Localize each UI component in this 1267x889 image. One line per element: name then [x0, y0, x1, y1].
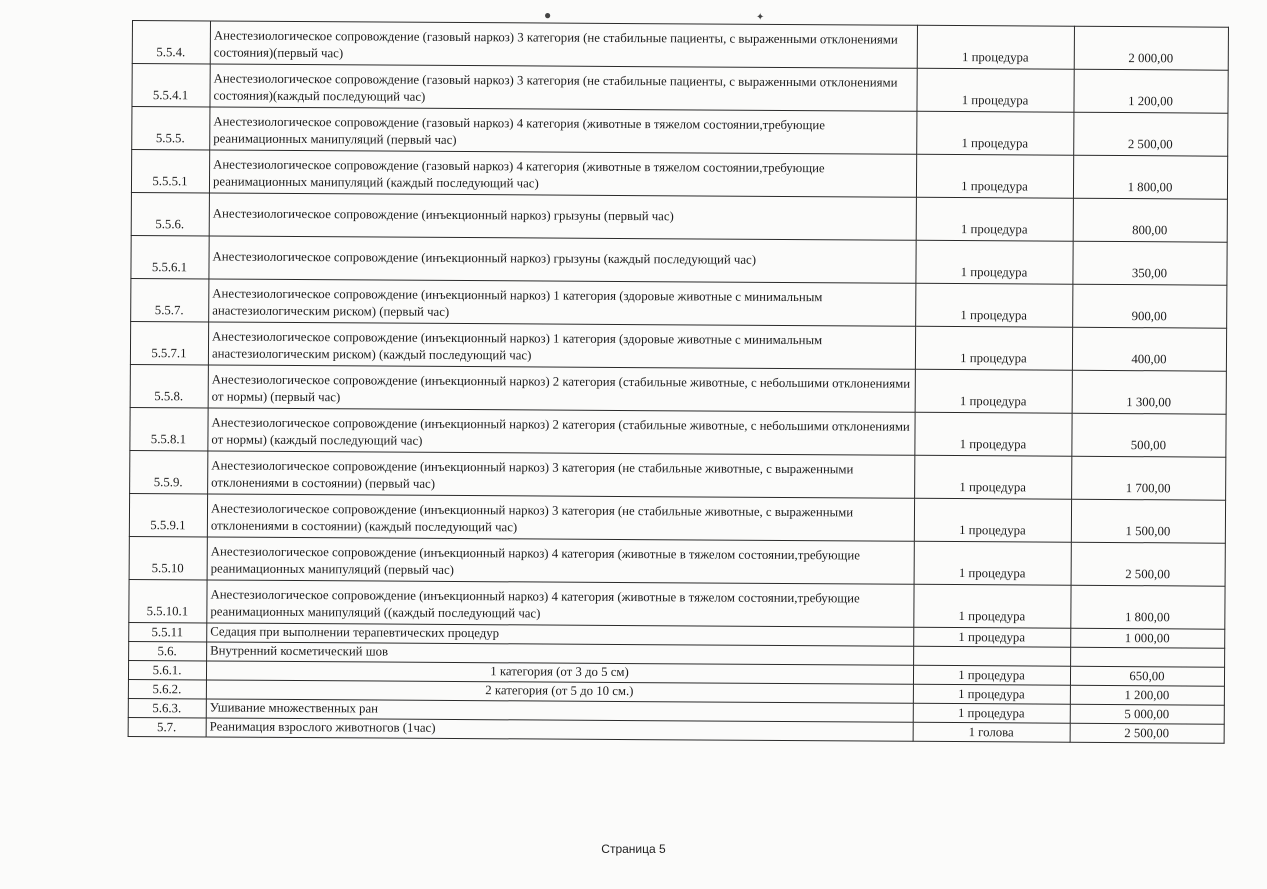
- service-code: 5.7.: [128, 717, 206, 736]
- service-code: 5.6.1.: [128, 660, 206, 679]
- service-unit: 1 процедура: [913, 684, 1070, 704]
- service-code: 5.5.4.: [132, 21, 210, 64]
- table-row: [130, 407, 1226, 457]
- service-code: 5.5.8.: [130, 364, 208, 407]
- service-name: 2 категория (от 5 до 10 см.): [206, 680, 913, 703]
- service-unit: 1 процедура: [915, 412, 1072, 456]
- service-code: 5.6.: [129, 641, 207, 660]
- service-unit: 1 голова: [913, 722, 1070, 742]
- service-code: 5.5.7.1: [130, 321, 208, 364]
- table-row: [129, 579, 1225, 629]
- service-name: Анестезиологическое сопровождение (газовый наркоз) 3 категория (не стабильные пациенты, с выраженными отклонениями состояния)(каждый последующий час): [210, 64, 917, 111]
- table-row: [130, 450, 1226, 500]
- service-price: 2 500,00: [1074, 112, 1228, 156]
- service-name: Анестезиологическое сопровождение (инъекционный наркоз) 4 категория (животные в тяжелом состоянии,требующие реанимационных манипуляций ((каждый последующий час): [207, 580, 914, 627]
- scan-speck: ✦: [756, 12, 765, 23]
- service-code: 5.5.5.: [132, 107, 210, 150]
- service-name: Анестезиологическое сопровождение (инъекционный наркоз) 2 категория (стабильные животные, с небольшими отклонениями от нормы) (каждый последующий час): [208, 408, 915, 455]
- service-unit: 1 процедура: [915, 455, 1072, 499]
- service-code: 5.5.6.: [131, 192, 209, 235]
- service-name: Анестезиологическое сопровождение (газовый наркоз) 4 категория (животные в тяжелом состоянии,требующие реанимационных манипуляций (каждый последующий час): [209, 150, 916, 197]
- service-code: 5.5.10.1: [129, 579, 207, 622]
- service-price: 2 000,00: [1074, 26, 1228, 70]
- service-unit: 1 процедура: [916, 154, 1073, 198]
- table-row: [130, 364, 1226, 414]
- service-unit: 1 процедура: [917, 68, 1074, 112]
- service-code: 5.5.9.: [130, 450, 208, 493]
- service-code: 5.6.3.: [128, 698, 206, 717]
- table-row: [132, 64, 1228, 114]
- service-price: 5 000,00: [1070, 704, 1224, 724]
- service-code: 5.5.9.1: [129, 493, 207, 536]
- service-unit: 1 процедура: [914, 541, 1071, 585]
- service-unit: 1 процедура: [916, 197, 1073, 241]
- scan-speck: ●: [544, 8, 552, 22]
- service-unit: 1 процедура: [915, 326, 1072, 370]
- service-code: 5.6.2.: [128, 679, 206, 698]
- service-price: 650,00: [1070, 666, 1224, 686]
- service-price: 2 500,00: [1071, 542, 1225, 586]
- service-name: Анестезиологическое сопровождение (инъекционный наркоз) 3 категория (не стабильные животные, с выраженными отклонениями в состоянии) (каждый последующий час): [207, 494, 914, 541]
- service-unit: 1 процедура: [917, 111, 1074, 155]
- service-code: 5.5.11: [129, 622, 207, 641]
- service-code: 5.5.7.: [131, 278, 209, 321]
- service-name: Анестезиологическое сопровождение (газовый наркоз) 3 категория (не стабильные пациенты, с выраженными отклонениями состояния)(первый час): [210, 21, 917, 68]
- table-row: [129, 493, 1225, 543]
- service-price: 1 000,00: [1071, 628, 1225, 648]
- page-number: Страница 5: [601, 842, 666, 856]
- service-price: 1 200,00: [1074, 69, 1228, 113]
- service-name: Анестезиологическое сопровождение (инъекционный наркоз) грызуны (первый час): [209, 193, 916, 240]
- service-unit: 1 процедура: [915, 369, 1072, 413]
- service-code: 5.5.4.1: [132, 64, 210, 107]
- service-name: 1 категория (от 3 до 5 см): [206, 661, 913, 684]
- price-list-table: [128, 20, 1229, 744]
- service-price: [1071, 647, 1225, 667]
- table-row: [131, 278, 1227, 328]
- service-unit: 1 процедура: [914, 584, 1071, 628]
- service-unit: 1 процедура: [914, 498, 1071, 542]
- service-price: 500,00: [1072, 413, 1226, 457]
- service-price: 350,00: [1073, 241, 1227, 285]
- service-code: 5.5.5.1: [131, 150, 209, 193]
- service-code: 5.5.6.1: [131, 235, 209, 278]
- table-row: [132, 21, 1228, 71]
- service-unit: 1 процедура: [913, 665, 1070, 685]
- service-price: 400,00: [1072, 327, 1226, 371]
- service-unit: 1 процедура: [913, 703, 1070, 723]
- table-row: [131, 192, 1227, 242]
- service-price: 1 800,00: [1073, 155, 1227, 199]
- service-name: Седация при выполнении терапевтических процедур: [207, 623, 914, 646]
- service-name: Анестезиологическое сопровождение (инъекционный наркоз) 4 категория (животные в тяжелом состоянии,требующие реанимационных манипуляций (первый час): [207, 537, 914, 584]
- service-price: 1 200,00: [1070, 685, 1224, 705]
- service-name: Анестезиологическое сопровождение (инъекционный наркоз) 2 категория (стабильные животные, с небольшими отклонениями от нормы) (первый час): [208, 365, 915, 412]
- service-unit: 1 процедура: [914, 627, 1071, 647]
- service-name: Анестезиологическое сопровождение (инъекционный наркоз) грызуны (каждый последующий час): [209, 236, 916, 283]
- table-row: [131, 150, 1227, 200]
- table-row: [130, 321, 1226, 371]
- service-price: 1 500,00: [1071, 499, 1225, 543]
- service-price: 1 800,00: [1071, 585, 1225, 629]
- service-price: 900,00: [1073, 284, 1227, 328]
- service-name: Анестезиологическое сопровождение (газовый наркоз) 4 категория (животные в тяжелом состоянии,требующие реанимационных манипуляций (первый час): [210, 107, 917, 154]
- service-unit: [914, 646, 1071, 666]
- service-name: Анестезиологическое сопровождение (инъекционный наркоз) 1 категория (здоровые животные с минимальным анастезиологическим риском) (каждый последующий час): [208, 322, 915, 369]
- service-name: Реанимация взрослого животногов (1час): [206, 718, 913, 741]
- table-row: [131, 235, 1227, 285]
- service-price: 1 300,00: [1072, 370, 1226, 414]
- service-price: 800,00: [1073, 198, 1227, 242]
- service-unit: 1 процедура: [916, 283, 1073, 327]
- service-price: 1 700,00: [1072, 456, 1226, 500]
- service-code: 5.5.8.1: [130, 407, 208, 450]
- table-row: [129, 536, 1225, 586]
- service-code: 5.5.10: [129, 536, 207, 579]
- service-name: Анестезиологическое сопровождение (инъекционный наркоз) 3 категория (не стабильные животные, с выраженными отклонениями в состоянии) (первый час): [208, 451, 915, 498]
- service-name: Анестезиологическое сопровождение (инъекционный наркоз) 1 категория (здоровые животные с минимальным анастезиологическим риском) (первый час): [209, 279, 916, 326]
- service-name: Ушивание множественных ран: [206, 699, 913, 722]
- service-unit: 1 процедура: [917, 25, 1074, 69]
- service-price: 2 500,00: [1070, 723, 1224, 743]
- service-name: Внутренний косметический шов: [207, 642, 914, 665]
- service-unit: 1 процедура: [916, 240, 1073, 284]
- table-row: [132, 107, 1228, 157]
